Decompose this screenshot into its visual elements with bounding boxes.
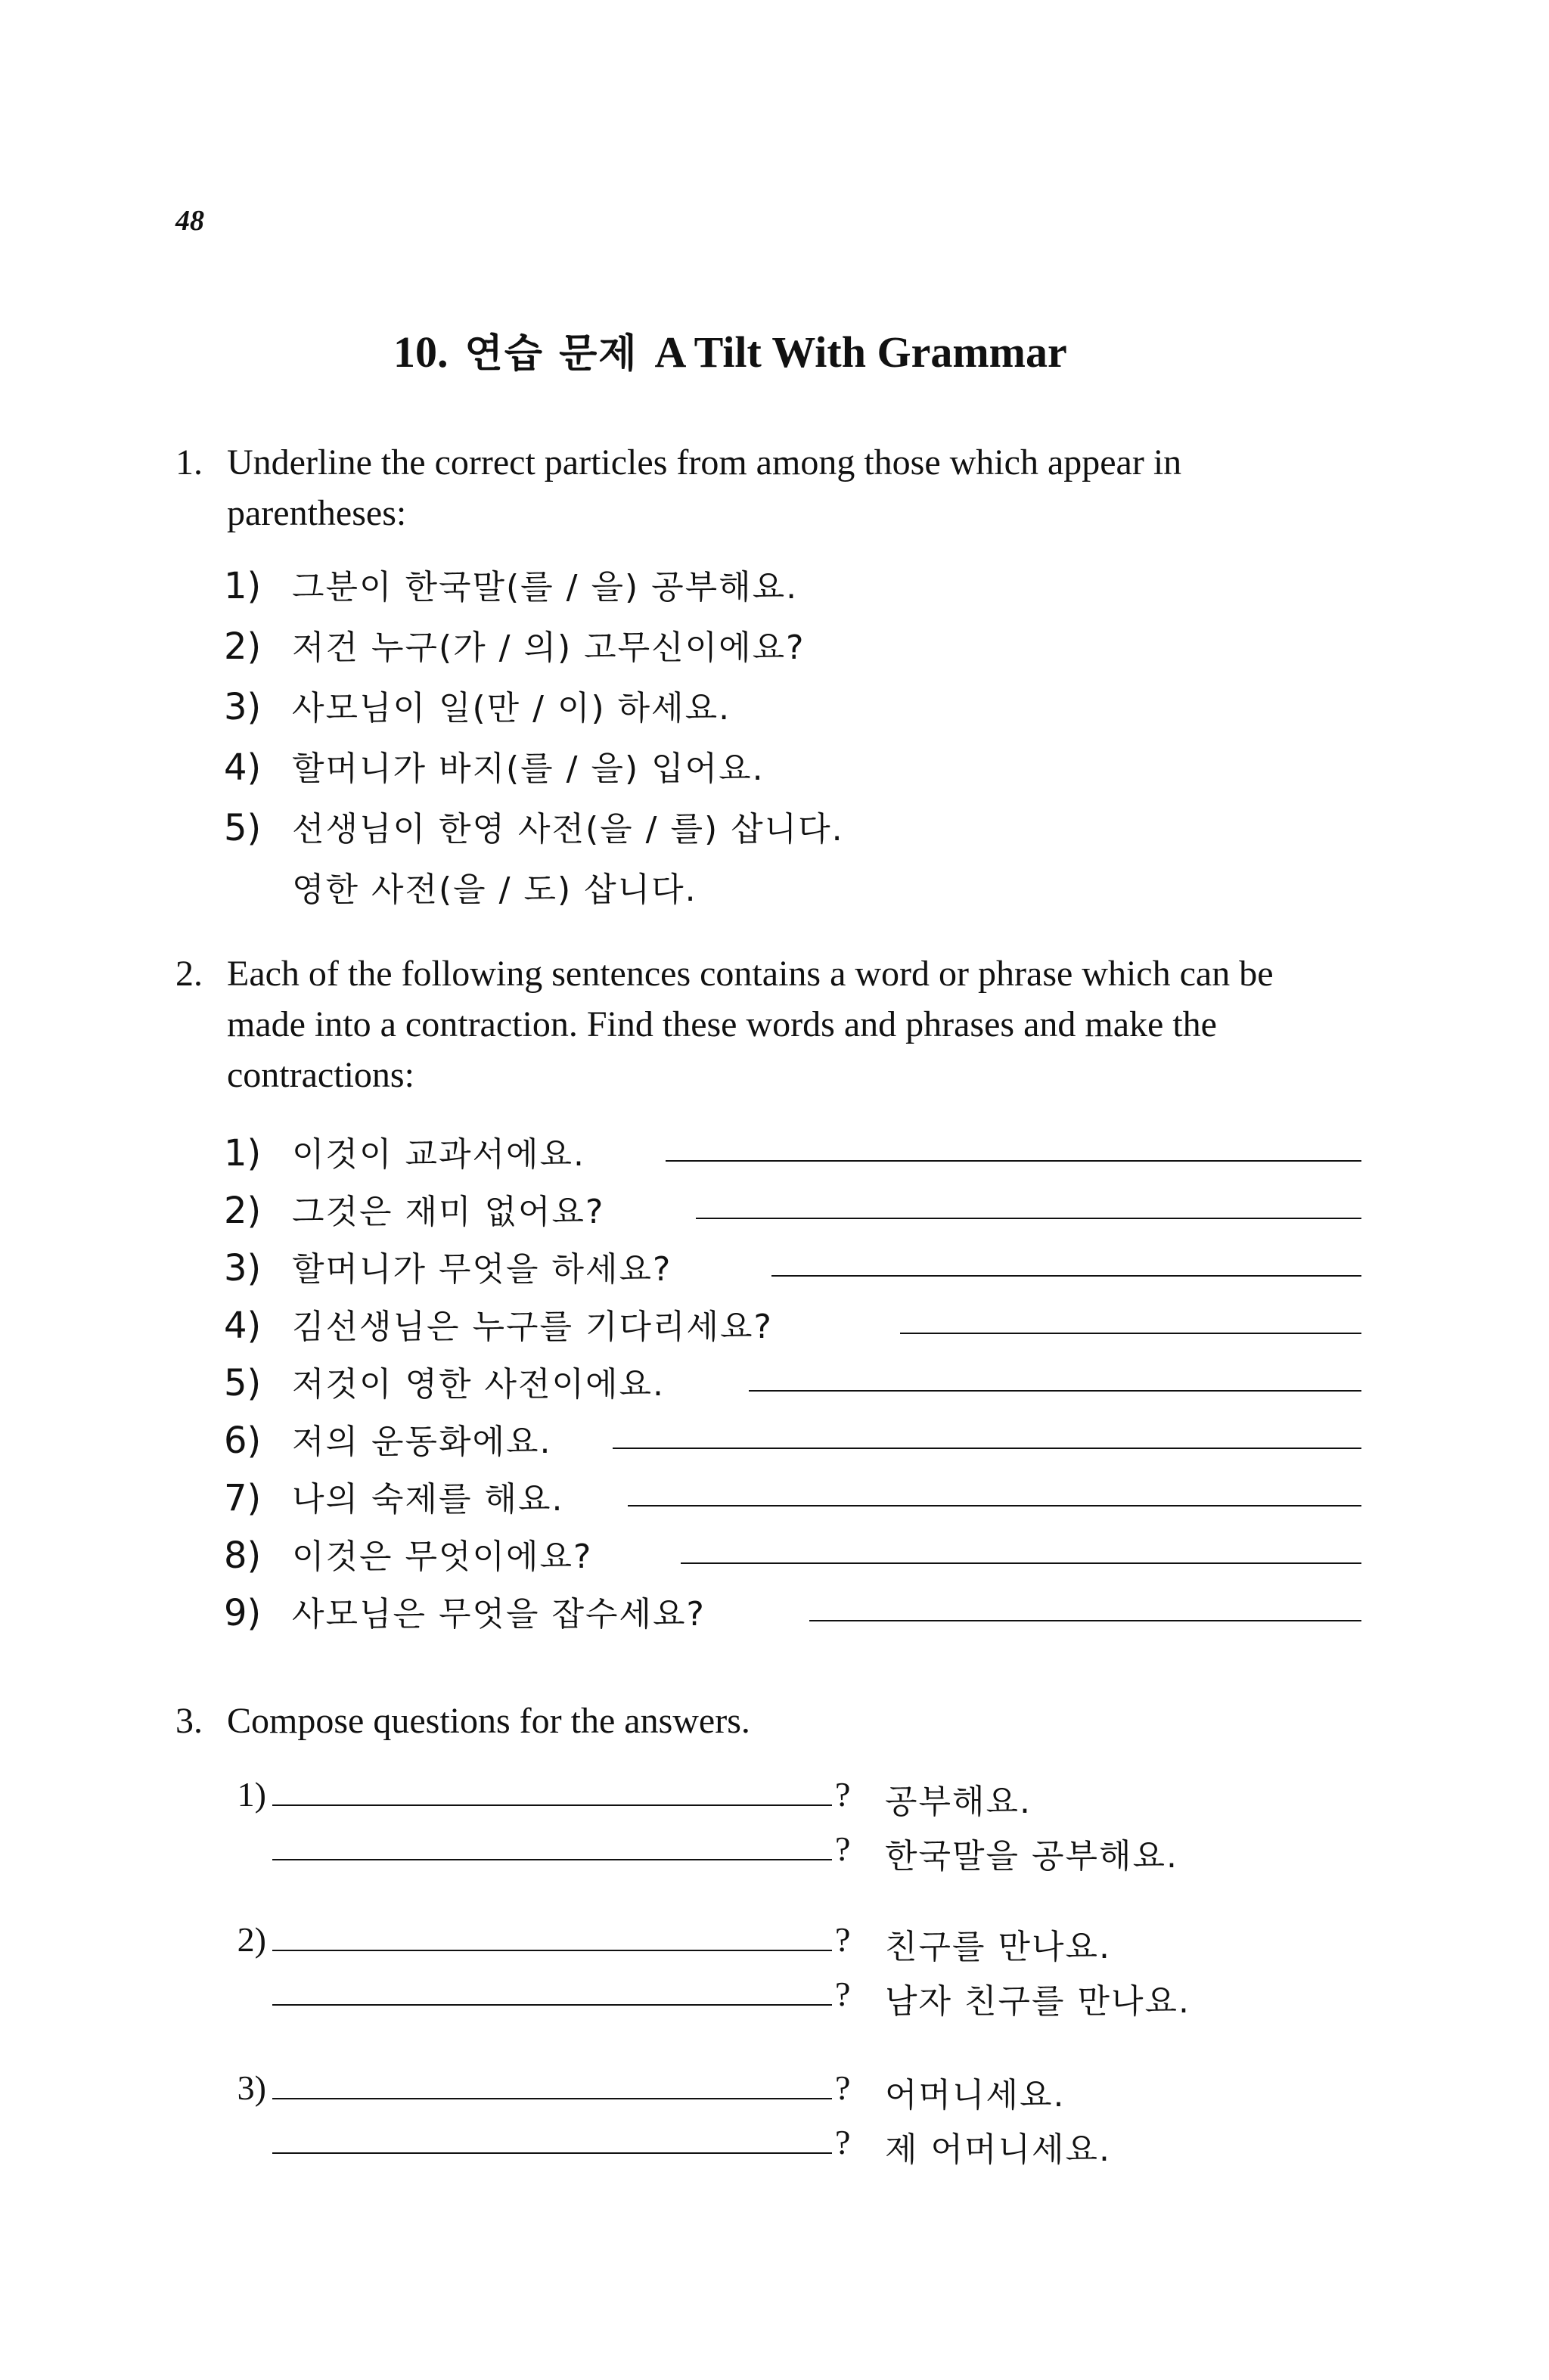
item-sentence: 그것은 재미 없어요?	[292, 1193, 605, 1231]
given-answer: 공부해요.	[885, 1783, 1032, 1821]
answer-blank[interactable]	[628, 1505, 1361, 1507]
item-number: 4)	[224, 746, 262, 789]
section-number: 2.	[175, 954, 203, 994]
answer-blank[interactable]	[681, 1562, 1361, 1564]
answer-blank[interactable]	[749, 1390, 1361, 1392]
question-blank[interactable]	[272, 2004, 832, 2006]
answer-blank[interactable]	[809, 1620, 1361, 1621]
section-1-instruction	[175, 437, 1355, 538]
item-sentence: 이것이 교과서에요.	[292, 1135, 586, 1174]
item-number: 8)	[224, 1534, 262, 1577]
question-mark: ?	[835, 1829, 851, 1868]
question-number: 3)	[237, 2068, 266, 2107]
answer-blank[interactable]	[771, 1275, 1361, 1277]
question-number: 2)	[237, 1920, 266, 1959]
question-line	[227, 1774, 1032, 1821]
item-sentence: 그분이 한국말(를 / 을) 공부해요.	[292, 568, 799, 607]
item-number: 3)	[224, 686, 262, 728]
question-mark: ?	[835, 1920, 851, 1959]
given-answer: 한국말을 공부해요.	[885, 1837, 1179, 1876]
item-number: 4)	[224, 1305, 262, 1347]
item-sentence: 선생님이 한영 사전(을 / 를) 삽니다.	[292, 810, 844, 849]
question-line	[227, 2068, 1066, 2115]
item-sentence: 저것이 영한 사전이에요.	[292, 1365, 665, 1404]
list-item	[224, 1242, 672, 1290]
page-number: 48	[175, 205, 204, 237]
item-sentence: 나의 숙제를 해요.	[292, 1480, 564, 1519]
list-item	[224, 1472, 564, 1520]
item-number: 7)	[224, 1477, 262, 1519]
list-item	[224, 802, 844, 850]
answer-blank[interactable]	[613, 1448, 1361, 1449]
instruction-text: Compose questions for the answers.	[227, 1701, 750, 1741]
question-mark: ?	[835, 1975, 851, 2013]
question-blank[interactable]	[272, 2098, 832, 2099]
item-number: 3)	[224, 1247, 262, 1289]
answer-blank[interactable]	[666, 1160, 1361, 1162]
list-item	[224, 1414, 552, 1463]
given-answer: 친구를 만나요.	[885, 1928, 1111, 1966]
title-korean: 연습 문제	[464, 331, 638, 377]
item-number: 2)	[224, 1190, 262, 1232]
item-sentence: 영한 사전(을 / 도) 삽니다.	[292, 870, 697, 909]
title-number: 10.	[393, 327, 449, 377]
item-sentence: 이것은 무엇이에요?	[292, 1538, 593, 1576]
list-item	[224, 1357, 665, 1405]
item-number: 9)	[224, 1592, 262, 1634]
title-english: A Tilt With Grammar	[654, 327, 1067, 377]
list-item	[224, 1184, 604, 1233]
section-3-instruction	[175, 1696, 1355, 1746]
given-answer: 남자 친구를 만나요.	[885, 1982, 1190, 2021]
section-2-instruction	[175, 948, 1355, 1100]
item-number: 6)	[224, 1420, 262, 1462]
item-number: 2)	[224, 625, 262, 668]
question-mark: ?	[835, 1775, 851, 1814]
answer-blank[interactable]	[900, 1333, 1361, 1334]
list-item	[224, 681, 731, 729]
question-line	[227, 1974, 1190, 2021]
section-number: 1.	[175, 442, 203, 483]
item-sentence: 사모님은 무엇을 잡수세요?	[292, 1595, 706, 1634]
item-sentence: 김선생님은 누구를 기다리세요?	[292, 1308, 773, 1346]
list-item	[224, 1587, 706, 1635]
instruction-text: Underline the correct particles from among those which appear in parentheses:	[227, 442, 1182, 533]
answer-blank[interactable]	[696, 1218, 1361, 1219]
item-sentence: 저의 운동화에요.	[292, 1423, 552, 1461]
section-number: 3.	[175, 1701, 203, 1741]
question-line	[227, 1919, 1111, 1966]
item-sentence: 할머니가 무엇을 하세요?	[292, 1250, 672, 1289]
question-line	[227, 2122, 1111, 2169]
question-blank[interactable]	[272, 2152, 832, 2154]
item-number: 5)	[224, 1362, 262, 1404]
item-sentence: 할머니가 바지(를 / 을) 입어요.	[292, 749, 765, 788]
list-item	[224, 620, 806, 669]
list-item	[224, 862, 697, 911]
question-line	[227, 1829, 1179, 1876]
item-sentence: 저건 누구(가 / 의) 고무신이에요?	[292, 628, 806, 667]
question-blank[interactable]	[272, 1804, 832, 1806]
question-mark: ?	[835, 2123, 851, 2161]
question-blank[interactable]	[272, 1950, 832, 1951]
given-answer: 어머니세요.	[885, 2076, 1066, 2115]
question-number: 1)	[237, 1775, 266, 1814]
item-number: 1)	[224, 565, 262, 607]
exercise-title	[393, 321, 1084, 378]
item-number: 5)	[224, 807, 262, 849]
item-sentence: 사모님이 일(만 / 이) 하세요.	[292, 689, 731, 728]
question-mark: ?	[835, 2068, 851, 2107]
list-item	[224, 560, 798, 608]
list-item	[224, 1529, 592, 1578]
list-item	[224, 1299, 773, 1348]
question-blank[interactable]	[272, 1859, 832, 1860]
list-item	[224, 1127, 585, 1175]
list-item	[224, 741, 765, 790]
instruction-text: Each of the following sentences contains a word or phrase which can be made into a contraction. Find these words and phrases and make the contractions:	[227, 954, 1274, 1095]
given-answer: 제 어머니세요.	[885, 2130, 1111, 2169]
item-number: 1)	[224, 1132, 262, 1174]
